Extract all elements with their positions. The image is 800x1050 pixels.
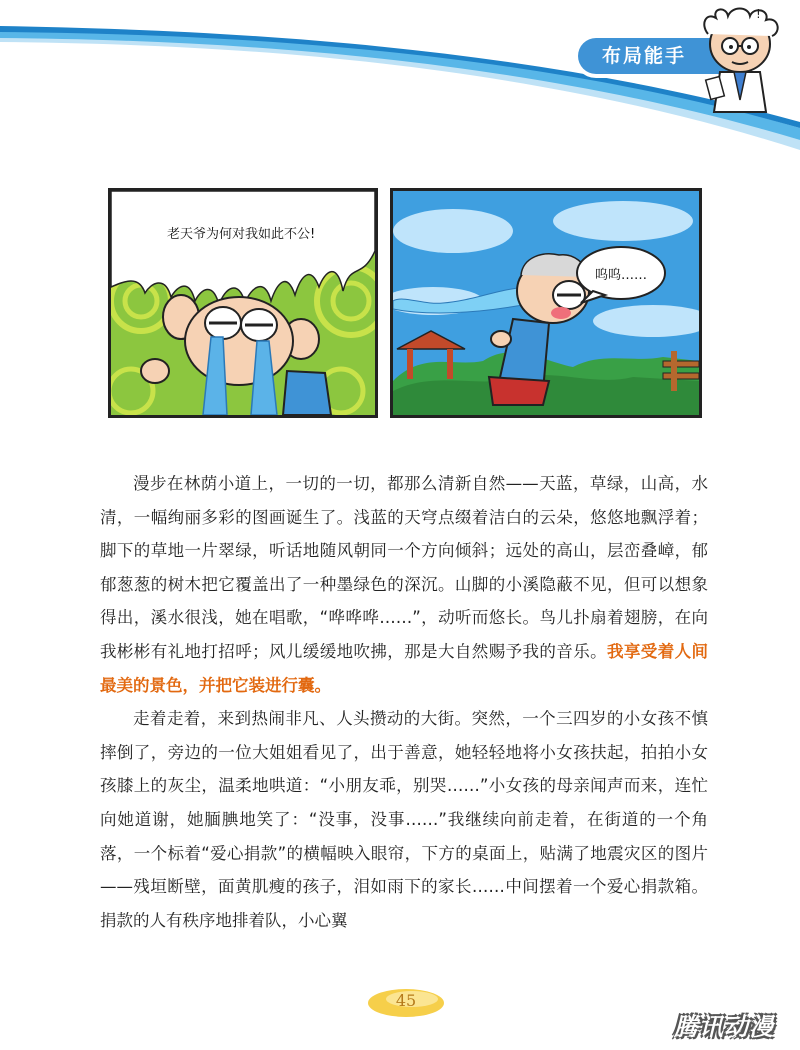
header-wave-band <box>0 0 800 160</box>
watermark-logo: 腾讯动漫 <box>674 1013 774 1041</box>
speech-bubble-text-left: 老天爷为何对我如此不公! <box>167 227 316 242</box>
comic-panel-crying-left <box>108 188 378 418</box>
paragraph-1-highlight: 我享受着人间最美的景色，并把它装进行囊。 <box>100 641 709 695</box>
paragraph-1 <box>100 467 708 702</box>
speech-bubble-text-right: 呜呜…… <box>595 268 648 283</box>
paragraph-2: 走着走着，来到热闹非凡、人头攒动的大街。突然，一个三四岁的小女孩不慎摔倒了，旁边的一位大姐姐看见了，出于善意，她轻轻地将小女孩扶起，拍拍小女孩膝上的灰尘，温柔地哄道：“小朋友乖，别哭……”小女孩的母亲闻声而来，连忙向她道谢，她腼腆地笑了：“没事，没事……”我继续向前走着，在街道的一个角落，一个标着“爱心捐款”的横幅映入眼帘，下方的桌面上，贴满了地震灾区的图片——残垣断壁，面黄肌瘦的孩子，泪如雨下的家长……中间摆着一个爱心捐款箱。捐款的人有秩序地排着队，小心翼 <box>100 709 708 930</box>
svg-text:!: ! <box>756 7 761 21</box>
comic-panel-running-right <box>390 188 702 418</box>
paragraph-1-text: 漫步在林荫小道上，一切的一切，都那么清新自然——天蓝，草绿，山高，水清，一幅绚丽多彩的图画诞生了。浅蓝的天穹点缀着洁白的云朵，悠悠地飘浮着；脚下的草地一片翠绿，听话地随风朝同一个方向倾斜；远处的高山，层峦叠嶂，郁郁葱葱的树木把它覆盖出了一种墨绿色的深沉。山脚的小溪隐蔽不见，但可以想象得出，溪水很浅，她在唱歌，“哗哗哗……”，动听而悠长。鸟儿扑扇着翅膀，在向我彬彬有礼地打招呼；风儿缓缓地吹拂，那是大自然赐予我的音乐。 <box>100 474 708 661</box>
section-label-tab: 布局能手 <box>578 38 728 74</box>
professor-mascot-illustration <box>690 4 790 116</box>
page-number: 45 <box>395 991 417 1010</box>
running-boy-illustration <box>393 191 699 415</box>
article-body <box>100 467 708 937</box>
